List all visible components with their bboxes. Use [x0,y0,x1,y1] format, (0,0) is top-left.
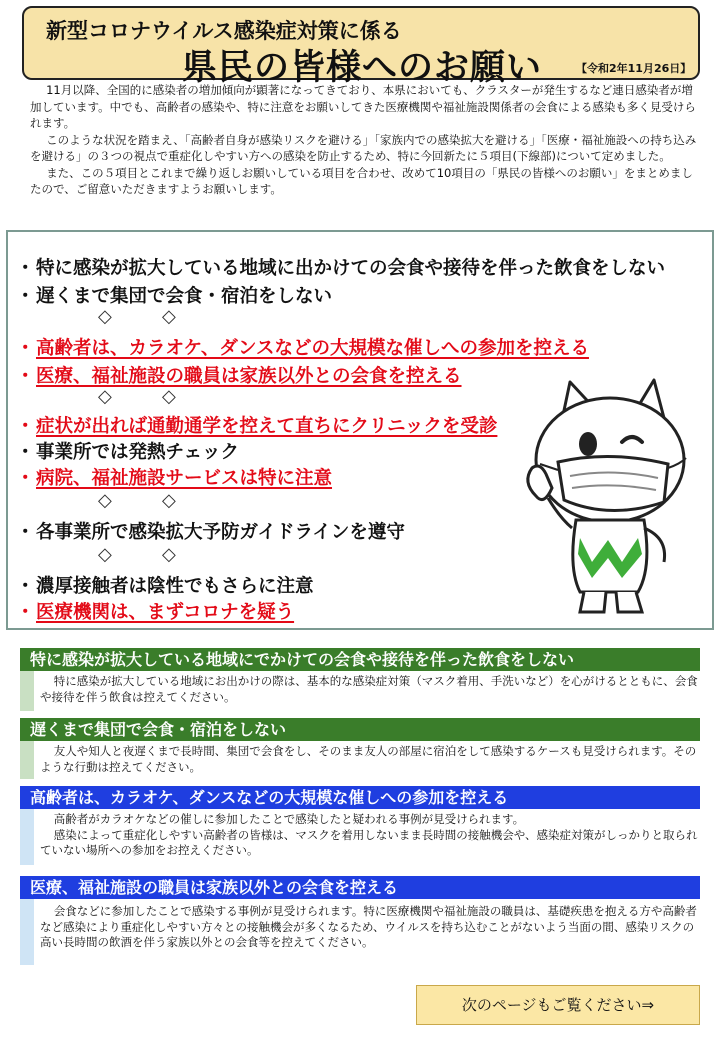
section-heading: 特に感染が拡大している地域にでかけての会食や接待を伴った飲食をしない [20,648,700,671]
summary-item-new: ・医療、福祉施設の職員は家族以外との会食を控える [16,366,462,387]
diamond-separator: ◇ ◇ [98,544,176,565]
section-paragraph: 会食などに参加したことで感染する事例が見受けられます。特に医療機関や福祉施設の職員は、基礎疾患を抱える方や高齢者など感染により重症化しやすい方々との接触機会が多くなるため、ウイルスを持ち込むことがないよう当面の間、感染リスクの高い長時間の飲酒を伴う家族以外との会食等を控えてください。 [40,904,697,949]
section-heading: 高齢者は、カラオケ、ダンスなどの大規模な催しへの参加を控える [20,786,700,809]
mascot-illustration [518,378,698,618]
summary-item-new: ・医療機関は、まずコロナを疑う [16,602,295,623]
section-side-bar [20,671,34,711]
page-title: 県民の皆様へのお願い [182,48,543,88]
diamond-separator: ◇ ◇ [98,386,176,407]
summary-item-new: ・病院、福祉施設サービスは特に注意 [16,468,333,489]
next-page-link[interactable]: 次のページもご覧ください⇒ [416,985,700,1025]
section-paragraph: 特に感染が拡大している地域にお出かけの際は、基本的な感染症対策（マスク着用、手洗いなど）を心がけるとともに、会食や接待を伴う飲食は控えてください。 [40,674,698,704]
section-paragraph: 感染によって重症化しやすい高齢者の皆様は、マスクを着用しないまま長時間の接触機会や、感染症対策がしっかりと取られていない場所への参加をお控えください。 [40,827,698,857]
summary-item: ・各事業所で感染拡大予防ガイドラインを遵守 [16,522,405,543]
title-banner [22,6,700,88]
intro-paragraph: このような状況を踏まえ、「高齢者自身が感染リスクを避ける」「家族内での感染拡大を避ける」「医療・福祉施設への持ち込みを避ける」の３つの視点で重症化しやすい方への感染を防止するため、特に今回新たに５項目(下線部)について定めました。 [30,132,697,163]
section-body [40,674,702,705]
section-side-bar [20,899,34,965]
diamond-separator: ◇ ◇ [98,490,176,511]
intro-paragraph: また、この５項目とこれまで繰り返しお願いしている項目を合わせ、改めて10項目の「県民の皆様へのお願い」をまとめましたので、ご留意いただきますようお願いします。 [30,165,693,196]
section-side-bar [20,809,34,865]
section-heading: 遅くまで集団で会食・宿泊をしない [20,718,700,741]
section-body [40,904,702,951]
section-paragraph: 高齢者がカラオケなどの催しに参加したことで感染したと疑われる事例が見受けられます。 [53,812,525,826]
section-paragraph: 友人や知人と夜遅くまで長時間、集団で会食をし、そのまま友人の部屋に宿泊をして感染するケースも見受けられます。そのような行動は控えてください。 [40,744,697,774]
title-line-1: 新型コロナウイルス感染症対策に係る [46,19,402,43]
summary-item: ・特に感染が拡大している地域に出かけての会食や接待を伴った飲食をしない [16,258,666,279]
summary-item: ・事業所では発熱チェック [16,442,239,463]
section-heading: 医療、福祉施設の職員は家族以外との会食を控える [20,876,700,899]
section-body [40,744,702,775]
summary-item-new: ・高齢者は、カラオケ、ダンスなどの大規模な催しへの参加を控える [16,338,589,359]
intro-text [30,82,702,198]
intro-paragraph: 11月以降、全国的に感染者の増加傾向が顕著になってきており、本県においても、クラスターが発生するなど連日感染者が増加しています。中でも、高齢者の感染や、特に注意をお願いしてきた医療機関や福祉施設関係者の会食による感染も多く見受けられます。 [30,83,696,130]
section-side-bar [20,741,34,779]
summary-item: ・濃厚接触者は陰性でもさらに注意 [16,576,314,597]
summary-item-new: ・症状が出れば通勤通学を控えて直ちにクリニックを受診 [16,416,498,437]
diamond-separator: ◇ ◇ [98,306,176,327]
summary-item: ・遅くまで集団で会食・宿泊をしない [16,286,333,307]
issue-date: 【令和2年11月26日】 [576,62,692,75]
section-body [40,812,702,859]
